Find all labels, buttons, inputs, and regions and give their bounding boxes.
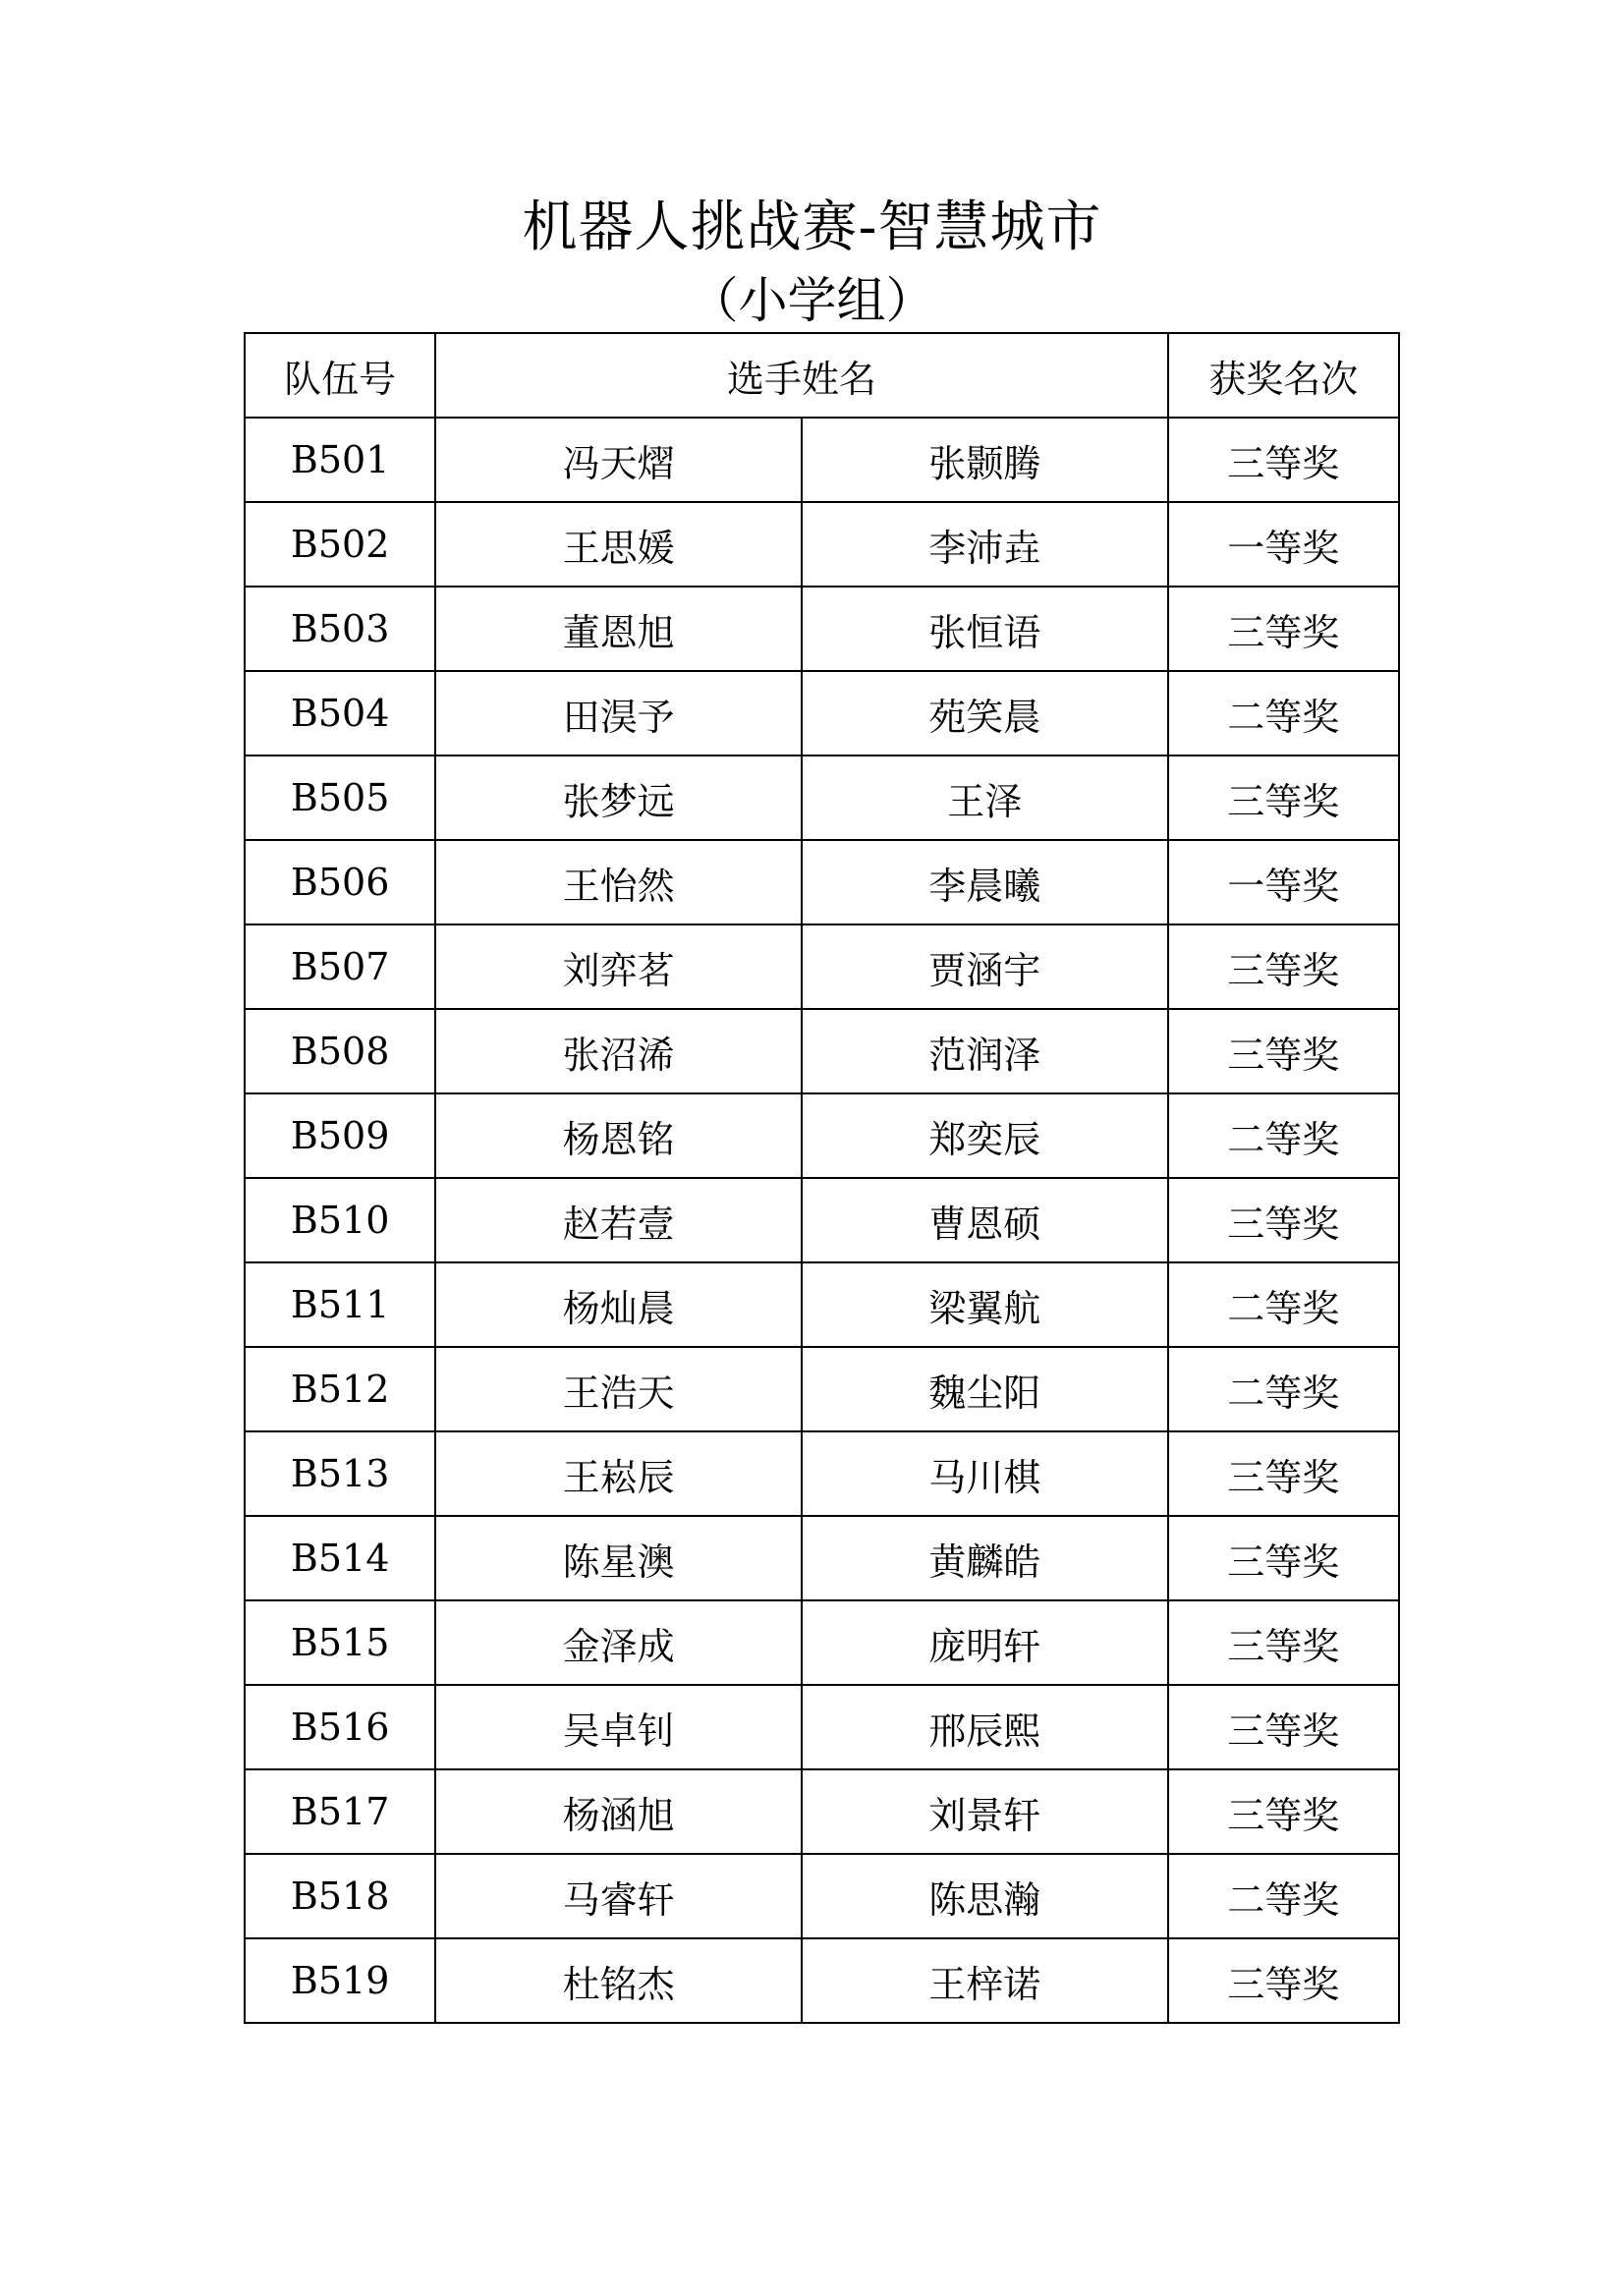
player-name-cell: 张梦远 (435, 756, 802, 840)
page-subtitle: （小学组） (689, 272, 935, 329)
player-name-cell: 王崧辰 (435, 1431, 802, 1516)
award-cell: 二等奖 (1168, 1347, 1399, 1431)
header-team: 队伍号 (245, 333, 435, 418)
player-name-cell: 范润泽 (802, 1009, 1168, 1093)
award-cell: 三等奖 (1168, 1009, 1399, 1093)
team-number-cell: B505 (245, 756, 435, 840)
table-row (245, 587, 1399, 671)
results-table (244, 332, 1400, 2024)
award-cell: 三等奖 (1168, 1769, 1399, 1854)
player-name-cell: 王泽 (802, 756, 1168, 840)
award-cell: 二等奖 (1168, 1854, 1399, 1938)
award-cell: 三等奖 (1168, 924, 1399, 1009)
award-cell: 三等奖 (1168, 587, 1399, 671)
player-name-cell: 庞明轩 (802, 1600, 1168, 1685)
header-names: 选手姓名 (435, 333, 1167, 418)
table-row (245, 1600, 1399, 1685)
player-name-cell: 杜铭杰 (435, 1938, 802, 2023)
player-name-cell: 田淏予 (435, 671, 802, 756)
award-cell: 二等奖 (1168, 671, 1399, 756)
award-cell: 三等奖 (1168, 1431, 1399, 1516)
player-name-cell: 李沛垚 (802, 502, 1168, 587)
table-row (245, 1854, 1399, 1938)
team-number-cell: B508 (245, 1009, 435, 1093)
player-name-cell: 吴卓钊 (435, 1685, 802, 1769)
team-number-cell: B515 (245, 1600, 435, 1685)
player-name-cell: 曹恩硕 (802, 1178, 1168, 1262)
team-number-cell: B503 (245, 587, 435, 671)
table-row (245, 418, 1399, 502)
table-row (245, 1769, 1399, 1854)
table-row (245, 1516, 1399, 1600)
player-name-cell: 王浩天 (435, 1347, 802, 1431)
player-name-cell: 黄麟皓 (802, 1516, 1168, 1600)
player-name-cell: 王梓诺 (802, 1938, 1168, 2023)
award-cell: 一等奖 (1168, 502, 1399, 587)
award-cell: 二等奖 (1168, 1093, 1399, 1178)
team-number-cell: B517 (245, 1769, 435, 1854)
team-number-cell: B510 (245, 1178, 435, 1262)
table-row (245, 924, 1399, 1009)
team-number-cell: B519 (245, 1938, 435, 2023)
award-cell: 二等奖 (1168, 1262, 1399, 1347)
table-row (245, 1431, 1399, 1516)
table-row (245, 1347, 1399, 1431)
player-name-cell: 梁翼航 (802, 1262, 1168, 1347)
page-title: 机器人挑战赛-智慧城市 (522, 196, 1102, 259)
team-number-cell: B512 (245, 1347, 435, 1431)
player-name-cell: 王思媛 (435, 502, 802, 587)
team-number-cell: B506 (245, 840, 435, 924)
player-name-cell: 张恒语 (802, 587, 1168, 671)
player-name-cell: 陈星澳 (435, 1516, 802, 1600)
table-row (245, 756, 1399, 840)
player-name-cell: 杨灿晨 (435, 1262, 802, 1347)
award-cell: 三等奖 (1168, 1938, 1399, 2023)
table-row (245, 1009, 1399, 1093)
team-number-cell: B507 (245, 924, 435, 1009)
award-cell: 一等奖 (1168, 840, 1399, 924)
player-name-cell: 赵若壹 (435, 1178, 802, 1262)
table-row (245, 1093, 1399, 1178)
player-name-cell: 张沼浠 (435, 1009, 802, 1093)
table-row (245, 1938, 1399, 2023)
player-name-cell: 郑奕辰 (802, 1093, 1168, 1178)
player-name-cell: 金泽成 (435, 1600, 802, 1685)
player-name-cell: 邢辰熙 (802, 1685, 1168, 1769)
team-number-cell: B502 (245, 502, 435, 587)
player-name-cell: 马川棋 (802, 1431, 1168, 1516)
player-name-cell: 冯天熠 (435, 418, 802, 502)
award-cell: 三等奖 (1168, 1516, 1399, 1600)
header-award: 获奖名次 (1168, 333, 1399, 418)
team-number-cell: B516 (245, 1685, 435, 1769)
table-row (245, 840, 1399, 924)
team-number-cell: B509 (245, 1093, 435, 1178)
team-number-cell: B511 (245, 1262, 435, 1347)
award-cell: 三等奖 (1168, 418, 1399, 502)
player-name-cell: 李晨曦 (802, 840, 1168, 924)
table-row (245, 1685, 1399, 1769)
table-row (245, 1262, 1399, 1347)
player-name-cell: 马睿轩 (435, 1854, 802, 1938)
player-name-cell: 贾涵宇 (802, 924, 1168, 1009)
player-name-cell: 王怡然 (435, 840, 802, 924)
table-row (245, 502, 1399, 587)
player-name-cell: 董恩旭 (435, 587, 802, 671)
player-name-cell: 陈思瀚 (802, 1854, 1168, 1938)
player-name-cell: 魏尘阳 (802, 1347, 1168, 1431)
award-cell: 三等奖 (1168, 1600, 1399, 1685)
team-number-cell: B518 (245, 1854, 435, 1938)
team-number-cell: B514 (245, 1516, 435, 1600)
table-header-row (245, 333, 1399, 418)
award-cell: 三等奖 (1168, 1178, 1399, 1262)
player-name-cell: 杨涵旭 (435, 1769, 802, 1854)
table-body (245, 418, 1399, 2023)
team-number-cell: B513 (245, 1431, 435, 1516)
award-cell: 三等奖 (1168, 1685, 1399, 1769)
player-name-cell: 杨恩铭 (435, 1093, 802, 1178)
table-row (245, 1178, 1399, 1262)
player-name-cell: 刘弈茗 (435, 924, 802, 1009)
player-name-cell: 张颢腾 (802, 418, 1168, 502)
player-name-cell: 刘景轩 (802, 1769, 1168, 1854)
team-number-cell: B504 (245, 671, 435, 756)
table-row (245, 671, 1399, 756)
team-number-cell: B501 (245, 418, 435, 502)
player-name-cell: 苑笑晨 (802, 671, 1168, 756)
award-cell: 三等奖 (1168, 756, 1399, 840)
